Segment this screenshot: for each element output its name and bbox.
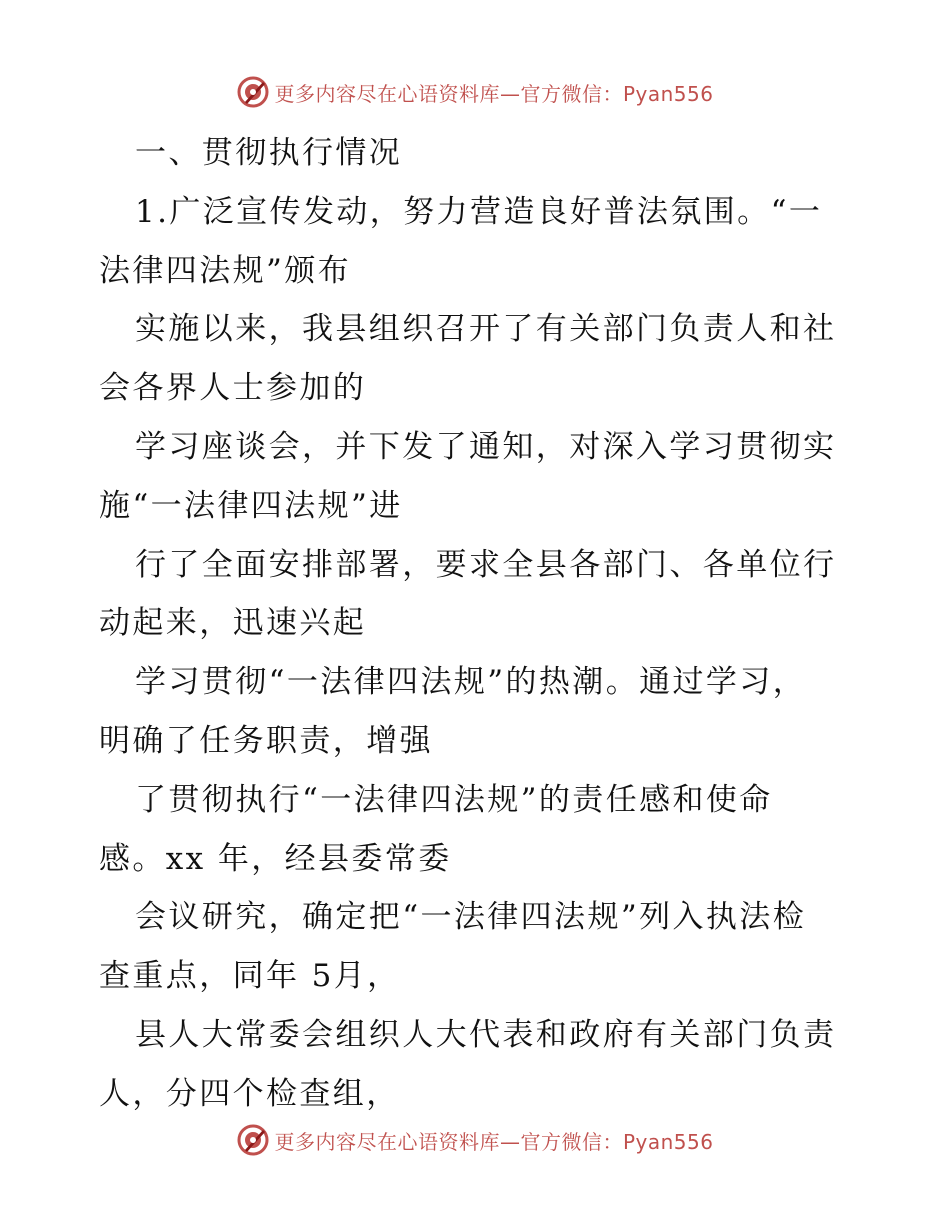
text-line: 一、贯彻执行情况 <box>135 135 403 171</box>
text-line: 查重点，同年 5月， <box>99 958 401 995</box>
text-line: 明确了任务职责，增强 <box>99 722 433 759</box>
text-line: 县人大常委会组织人大代表和政府有关部门负责 <box>135 1016 837 1053</box>
text-line: 学习座谈会，并下发了通知，对深入学习贯彻实 <box>135 428 837 465</box>
text-line: 了贯彻执行“一法律四法规”的责任感和使命 <box>135 781 773 818</box>
text-line: 行了全面安排部署，要求全县各部门、各单位行 <box>135 546 837 583</box>
watermark-text-bottom: 更多内容尽在心语资料库—官方微信：Pyan556 <box>274 1129 714 1154</box>
text-line: 人，分四个检查组， <box>99 1075 400 1112</box>
red-quill-seal-icon <box>236 75 270 109</box>
watermark-banner-bottom <box>0 1120 950 1160</box>
text-line: 学习贯彻“一法律四法规”的热潮。通过学习， <box>135 664 807 701</box>
document-body <box>99 124 854 1124</box>
watermark-banner-top <box>0 72 950 112</box>
text-line: 会议研究，确定把“一法律四法规”列入执法检 <box>135 899 807 936</box>
text-line: 动起来，迅速兴起 <box>99 605 367 642</box>
text-line: 实施以来，我县组织召开了有关部门负责人和社 <box>135 311 837 348</box>
text-line: 法律四法规”颁布 <box>99 252 352 289</box>
red-quill-seal-icon <box>236 1123 270 1157</box>
watermark-text-top: 更多内容尽在心语资料库—官方微信：Pyan556 <box>274 81 714 106</box>
text-line: 施“一法律四法规”进 <box>99 487 403 524</box>
text-line: 感。xx 年，经县委常委 <box>99 840 452 877</box>
text-line: 1.广泛宣传发动，努力营造良好普法氛围。“一 <box>135 193 823 230</box>
text-line: 会各界人士参加的 <box>99 370 367 407</box>
